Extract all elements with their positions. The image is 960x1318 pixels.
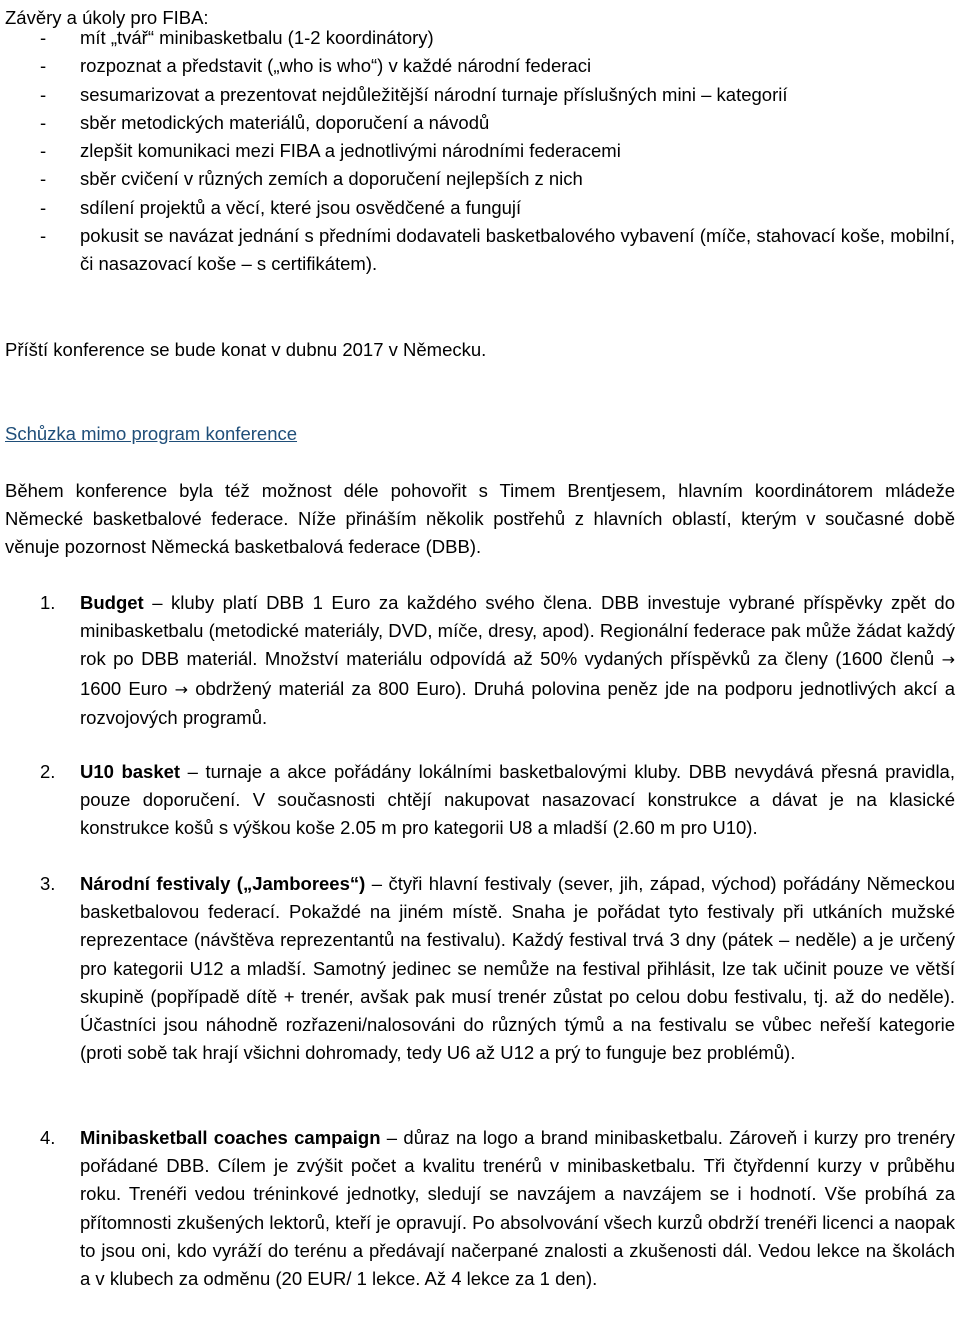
numbered-item-festivals (0, 870, 955, 1067)
list-item (0, 52, 955, 80)
intro-paragraph: Během konference byla též možnost déle pohovořit s Timem Brentjesem, hlavním koordinátorem mládeže Německé basketbalové federace. Níže přináším několik postřehů z hlavních oblastí, kterým v současné době věnuje pozornost Německá basketbalová federace (DBB). (5, 480, 955, 558)
list-item-text: sběr cvičení v různých zemích a doporučení nejlepších z nich (80, 168, 583, 190)
numbered-item-coaches (0, 1124, 955, 1293)
item-text: obdržený materiál za 800 Euro). Druhá polovina peněz jde na podporu jednotlivých akcí a rozvojových programů. (80, 677, 955, 728)
list-item (0, 81, 955, 109)
list-item-text: sesumarizovat a prezentovat nejdůležitější národní turnaje příslušných mini – kategorií (80, 83, 788, 105)
item-text: – důraz na logo a brand minibasketbalu. Zároveň i kurzy pro trenéry pořádané DBB. Cílem je zvýšit počet a kvalitu trenérů v minibasketbalu. Tři čtyřdenní kurzy v průběhu roku. Trenéři vedou tréninkové jednotky, sledují se navzájem a navzájem se i hodnotí. Vše probíhá za přítomnosti zkušených lektorů, kteří je opravují. Po absolvování všech kurzů obdrží trenéři licenci a naopak to jsou oni, kdo vyráží do terénu a předávají načerpané znalosti a zkušenosti dál. Vedou lekce na školách a v klubech za odměnu (20 EUR/ 1 lekce. Až 4 lekce za 1 den). (80, 1127, 955, 1290)
bullet-dash: - (40, 55, 47, 77)
item-number: 2. (40, 761, 56, 782)
bullet-dash: - (40, 83, 47, 105)
list-item-text: zlepšit komunikaci mezi FIBA a jednotlivými národními federacemi (80, 140, 621, 162)
item-title: Národní festivaly („Jamborees“) (80, 873, 366, 894)
bullet-dash: - (40, 140, 47, 162)
next-conference-note: Příští konference se bude konat v dubnu 2017 v Německu. (5, 339, 487, 360)
bullet-dash: - (40, 111, 47, 133)
list-item (0, 222, 955, 279)
list-item-text: sdílení projektů a věcí, které jsou osvědčené a fungují (80, 196, 522, 218)
item-text: – turnaje a akce pořádány lokálními basketbalovými kluby. DBB nevydává přesná pravidla, pouze doporučení. V současnosti chtějí nakupovat nasazovací konstrukce a dávat je na klasické konstrukce košů s výškou koše 2.05 m pro kategorii U8 a mladší (2.60 m pro U10). (80, 761, 955, 839)
section-heading: Závěry a úkoly pro FIBA: (5, 7, 209, 28)
list-item-text: sběr metodických materiálů, doporučení a návodů (80, 111, 490, 133)
item-text: 1600 Euro (80, 677, 175, 699)
item-number: 4. (40, 1127, 56, 1148)
list-item-text: mít „tvář“ minibasketbalu (1-2 koordinátory) (80, 27, 434, 48)
list-item (0, 24, 955, 52)
list-item (0, 109, 955, 137)
item-title: Budget (80, 592, 144, 613)
conclusions-list (0, 24, 955, 279)
item-number: 3. (40, 873, 56, 894)
list-item-text: rozpoznat a představit („who is who“) v každé národní federaci (80, 55, 592, 77)
item-body (80, 589, 955, 732)
meeting-heading: Schůzka mimo program konference (5, 423, 298, 444)
item-number: 1. (40, 592, 56, 613)
bullet-dash: - (40, 168, 47, 190)
numbered-item-budget (0, 589, 955, 732)
arrow-icon: → (941, 650, 955, 670)
bullet-dash: - (40, 196, 47, 218)
item-body (80, 1124, 955, 1293)
item-text: – kluby platí DBB 1 Euro za každého svého člena. DBB investuje vybrané příspěvky zpět do minibasketbalu (metodické materiály, DVD, míče, dresy, apod). Regionální federace pak může žádat každý rok po DBB materiál. Množství materiálu odpovídá až 50% vydaných příspěvků za členy (1600 členů (80, 592, 955, 670)
bullet-dash: - (40, 225, 47, 247)
item-body (80, 870, 955, 1067)
list-item-text: pokusit se navázat jednání s předními dodavateli basketbalového vybavení (míče, stahovací koše, mobilní, či nasazovací koše – s certifikátem). (80, 225, 955, 275)
item-body (80, 758, 955, 843)
list-item (0, 137, 955, 165)
item-title: Minibasketball coaches campaign (80, 1127, 381, 1148)
bullet-dash: - (40, 27, 47, 48)
list-item (0, 165, 955, 193)
list-item (0, 194, 955, 222)
item-title: U10 basket (80, 761, 181, 782)
item-text: – čtyři hlavní festivaly (sever, jih, západ, východ) pořádány Německou basketbalovou federací. Pokaždé na jiném místě. Snaha je pořádat tyto festivaly při utkáních mužské reprezentace (návštěva reprezentantů na festivalu). Každý festival trvá 3 dny (pátek – neděle) a je určený pro kategorii U12 a mladší. Samotný jedinec se nemůže na festival přihlásit, lze tak učinit pouze ve větší skupině (popřípadě dítě + trenér, avšak pak musí trenér zůstat po celou dobu festivalu, tj. až do neděle). Účastníci jsou náhodně rozřazeni/nalosováni do různých týmů a na festivalu se vůbec neřeší kategorie (proti sobě tak hrají všichni dohromady, tedy U6 až U12 a prý to funguje bez problémů). (80, 873, 956, 1064)
arrow-icon: → (174, 679, 189, 699)
numbered-item-u10 (0, 758, 955, 843)
